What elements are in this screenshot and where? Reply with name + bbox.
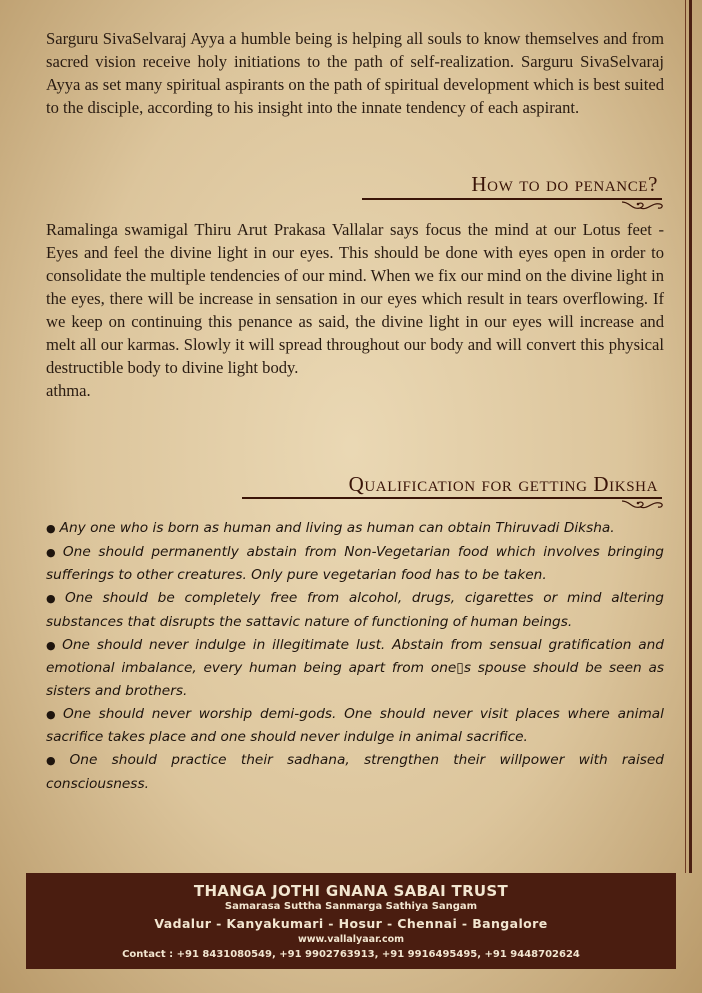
list-item-text: One should practice their sadhana, strengthen their willpower with raised consciousness. bbox=[46, 752, 664, 792]
list-item-text: One should never indulge in illegitimate lust. Abstain from sensual gratification and emotional imbalance, every human being apart from one▯s spouse should be seen as sisters and brothers. bbox=[46, 636, 664, 699]
bullet-icon: ● bbox=[46, 638, 59, 652]
footer-cities: Vadalur - Kanyakumari - Hosur - Chennai - Bangalore bbox=[154, 916, 548, 931]
list-item-text: One should never worship demi-gods. One should never visit places where animal sacrifice takes place and one should never indulge in animal sacrifice. bbox=[46, 705, 664, 746]
intro-paragraph: Sarguru SivaSelvaraj Ayya a humble being is helping all souls to know themselves and from sacred vision receive holy initiations to the path of self-realization. Sarguru SivaSelvaraj Ayya as set many spiritual aspirants on the path of spiritual development which is best suited to the disciple, according to his insight into the innate tendency of each aspirant. bbox=[46, 29, 664, 117]
list-item bbox=[46, 634, 664, 703]
list-item-text: One should permanently abstain from Non-Vegetarian food which involves bringing sufferings to other creatures. Only pure vegetarian food has to be taken. bbox=[46, 543, 664, 584]
penance-section bbox=[46, 218, 664, 402]
qualification-heading: Qualification for getting Diksha bbox=[348, 472, 658, 496]
list-item bbox=[46, 517, 664, 541]
page-border-right bbox=[689, 0, 692, 873]
bullet-icon: ● bbox=[46, 522, 56, 535]
penance-paragraph: Ramalinga swamigal Thiru Arut Prakasa Vallalar says focus the mind at our Lotus feet - Eyes and feel the divine light in our eyes. This should be done with eyes open in order to consolidate the multiple tendencies of our mind. When we fix our mind on the divine light in the eyes, there will be increase in sensation in our eyes which result in tears overflowing. If we keep on continuing this penance as said, the divine light in our eyes will increase and melt all our karmas. Slowly it will spread throughout our body and will convert this physical destructible body to divine light body. bbox=[46, 220, 664, 377]
qualification-list bbox=[46, 517, 664, 795]
list-item bbox=[46, 703, 664, 749]
penance-heading-underline bbox=[362, 198, 662, 200]
list-item bbox=[46, 587, 664, 633]
qualification-heading-underline bbox=[242, 497, 662, 499]
bullet-icon: ● bbox=[46, 545, 59, 559]
footer-title: THANGA JOTHI GNANA SABAI TRUST bbox=[193, 882, 509, 900]
bullet-icon: ● bbox=[46, 754, 66, 768]
flourish-ornament-icon bbox=[620, 498, 664, 512]
list-item bbox=[46, 749, 664, 795]
list-item-text: Any one who is born as human and living as human can obtain Thiruvadi Diksha. bbox=[59, 520, 615, 536]
penance-heading: How to do penance? bbox=[471, 172, 658, 196]
bullet-icon: ● bbox=[46, 592, 61, 606]
bullet-icon: ● bbox=[46, 707, 59, 721]
flourish-ornament-icon bbox=[620, 199, 664, 213]
footer-website-link[interactable]: www.vallalyaar.com bbox=[297, 934, 405, 945]
list-item bbox=[46, 541, 664, 587]
footer-banner bbox=[26, 873, 676, 969]
penance-trailing-word: athma. bbox=[46, 381, 91, 400]
footer-contact: Contact : +91 8431080549, +91 9902763913, +91 9916495495, +91 9448702624 bbox=[122, 949, 580, 960]
footer-subtitle: Samarasa Suttha Sanmarga Sathiya Sangam bbox=[224, 901, 478, 912]
list-item-text: One should be completely free from alcohol, drugs, cigarettes or mind altering substances that disrupts the sattavic nature of functioning of human beings. bbox=[46, 590, 664, 630]
